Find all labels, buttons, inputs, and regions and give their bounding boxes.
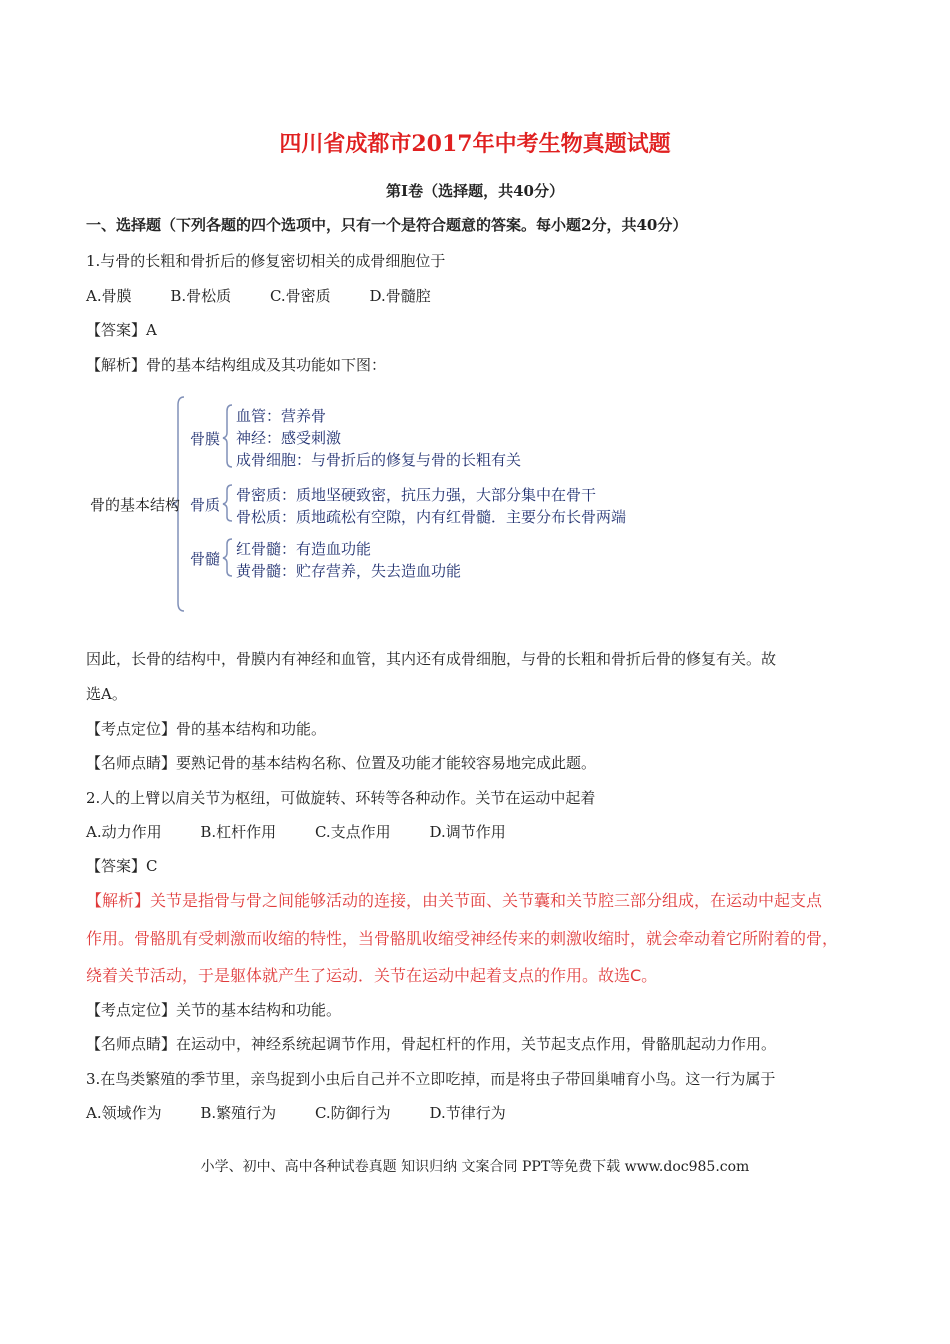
q1-option-d: D.骨髓腔 bbox=[369, 287, 431, 305]
q1-option-b: B.骨松质 bbox=[170, 287, 232, 305]
q2-analysis-line3: 绕着关节活动，于是躯体就产生了运动．关节在运动中起着支点的作用。故选C。 bbox=[86, 966, 658, 985]
diagram-root: 骨的基本结构 bbox=[90, 496, 181, 514]
section-heading: 一、选择题（下列各题的四个选项中，只有一个是符合题意的答案。每小题2分，共40分） bbox=[86, 216, 688, 234]
q2-tip: 【名师点睛】在运动中，神经系统起调节作用，骨起杠杆的作用，关节起支点作用，骨骼肌起动力作用。 bbox=[86, 1035, 777, 1053]
q2-analysis-line2: 作用。骨骼肌有受刺激而收缩的特性，当骨骼肌收缩受神经传来的刺激收缩时，就会牵动着它所附着的骨， bbox=[86, 929, 839, 948]
q3-option-c: C.防御行为 bbox=[314, 1104, 391, 1122]
q3-option-d: D.节律行为 bbox=[429, 1104, 506, 1122]
q1-options bbox=[86, 285, 465, 306]
q2-point: 【考点定位】关节的基本结构和功能。 bbox=[86, 1001, 342, 1019]
q2-option-a: A.动力作用 bbox=[86, 823, 162, 841]
q1-stem: 1.与骨的长粗和骨折后的修复密切相关的成骨细胞位于 bbox=[86, 252, 446, 270]
diagram-item: 黄骨髓：贮存营养，失去造血功能 bbox=[236, 562, 462, 580]
q2-options bbox=[86, 821, 540, 842]
part-heading: 第Ⅰ卷（选择题，共40分） bbox=[386, 182, 564, 200]
q2-analysis-line1: 【解析】关节是指骨与骨之间能够活动的连接，由关节面、关节囊和关节腔三部分组成，在运动中起支点 bbox=[86, 891, 823, 910]
q1-tip: 【名师点睛】要熟记骨的基本结构名称、位置及功能才能较容易地完成此题。 bbox=[86, 754, 597, 772]
q1-explanation-line2: 选A。 bbox=[86, 685, 127, 703]
diagram-item: 神经：感受刺激 bbox=[236, 429, 342, 447]
q1-option-c: C.骨密质 bbox=[269, 287, 331, 305]
document-title: 四川省成都市2017年中考生物真题试题 bbox=[279, 131, 671, 157]
q1-option-a: A.骨膜 bbox=[86, 287, 132, 305]
q1-answer: 【答案】A bbox=[86, 321, 157, 339]
q1-explanation-line1: 因此，长骨的结构中，骨膜内有神经和血管，其内还有成骨细胞，与骨的长粗和骨折后骨的修复有关。故 bbox=[86, 650, 777, 668]
diagram-group-membrane: 骨膜 bbox=[190, 430, 221, 448]
q2-option-b: B.杠杆作用 bbox=[200, 823, 277, 841]
q2-stem: 2.人的上臂以肩关节为枢纽，可做旋转、环转等各种动作。关节在运动中起着 bbox=[86, 789, 596, 807]
q3-option-b: B.繁殖行为 bbox=[200, 1104, 277, 1122]
q1-analysis: 【解析】骨的基本结构组成及其功能如下图： bbox=[86, 356, 387, 374]
diagram-item: 骨密质：质地坚硬致密，抗压力强，大部分集中在骨干 bbox=[236, 486, 597, 504]
q3-options bbox=[86, 1102, 540, 1123]
q3-option-a: A.领域作为 bbox=[86, 1104, 162, 1122]
diagram-item: 血管：营养骨 bbox=[236, 407, 327, 425]
page-footer: 小学、初中、高中各种试卷真题 知识归纳 文案合同 PPT等免费下载 www.doc985.com bbox=[200, 1159, 750, 1175]
bone-structure-diagram bbox=[86, 393, 726, 615]
diagram-item: 骨松质：质地疏松有空隙，内有红骨髓．主要分布长骨两端 bbox=[236, 508, 627, 526]
q3-stem: 3.在鸟类繁殖的季节里，亲鸟捉到小虫后自己并不立即吃掉，而是将虫子带回巢哺育小鸟。这一行为属于 bbox=[86, 1070, 776, 1088]
diagram-item: 成骨细胞：与骨折后的修复与骨的长粗有关 bbox=[236, 451, 522, 469]
diagram-group-substance: 骨质 bbox=[190, 496, 221, 514]
q2-answer: 【答案】C bbox=[86, 857, 158, 875]
q2-option-d: D.调节作用 bbox=[429, 823, 506, 841]
q1-point: 【考点定位】骨的基本结构和功能。 bbox=[86, 720, 327, 738]
diagram-group-marrow: 骨髓 bbox=[190, 550, 221, 568]
diagram-item: 红骨髓：有造血功能 bbox=[236, 540, 372, 558]
q2-option-c: C.支点作用 bbox=[314, 823, 391, 841]
